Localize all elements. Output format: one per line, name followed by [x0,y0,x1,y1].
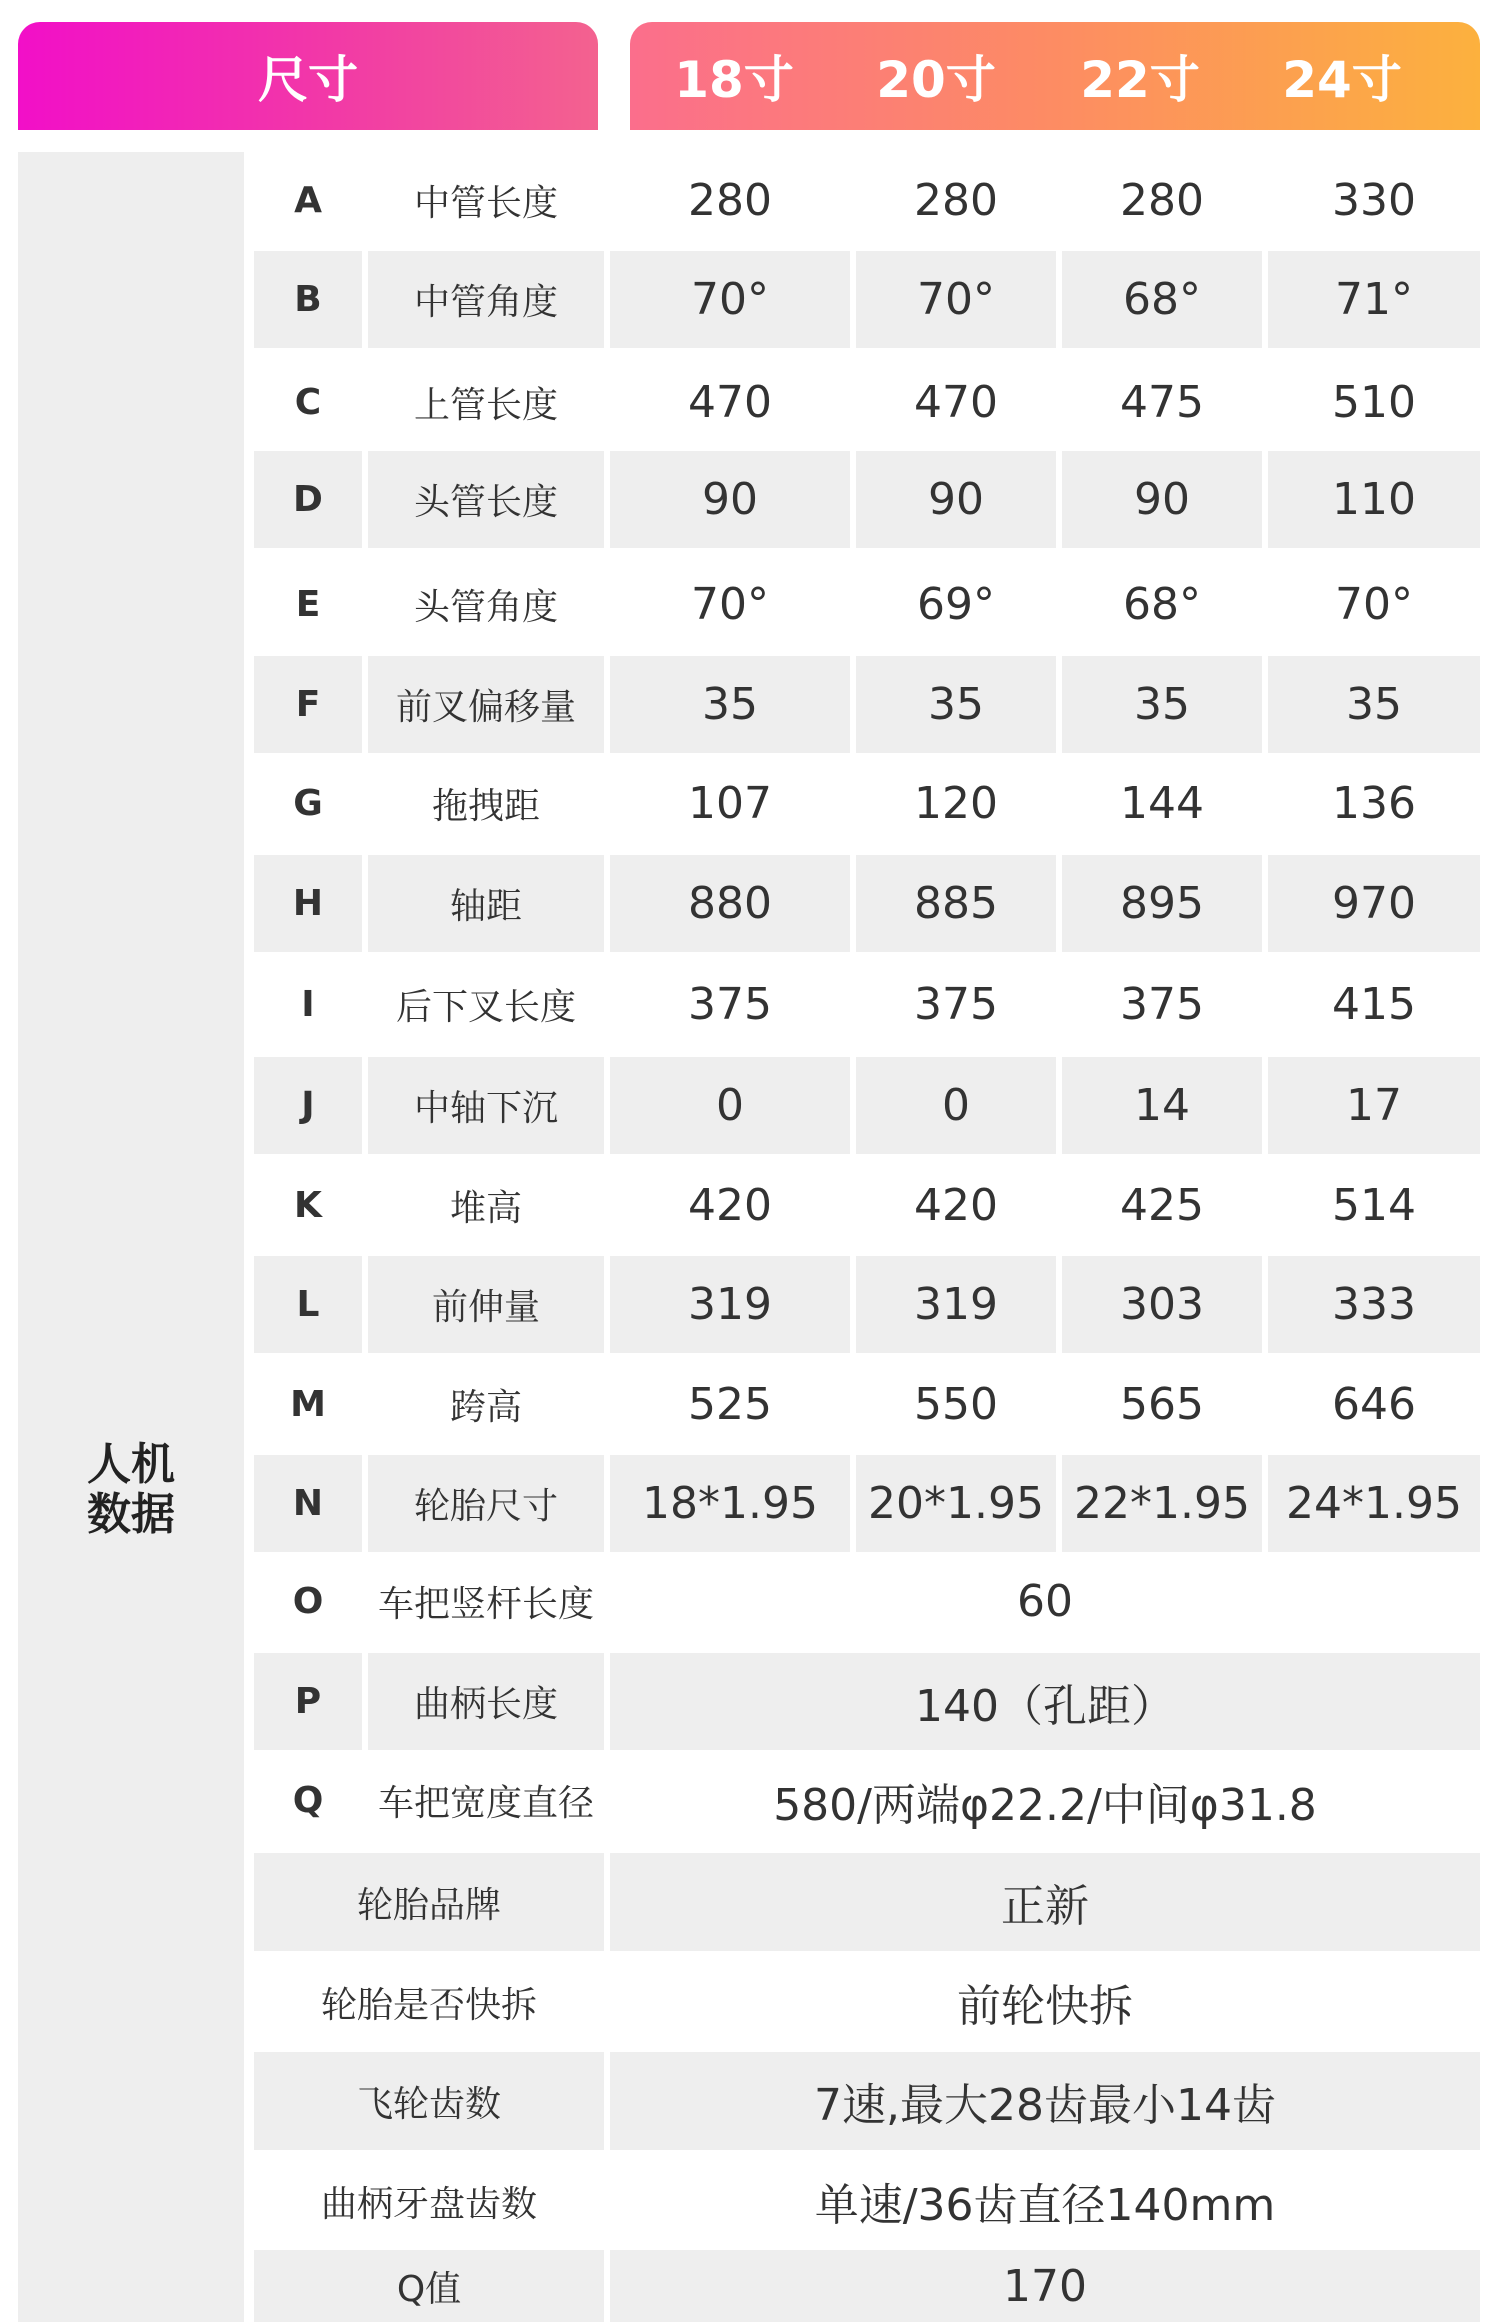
row-name: 前伸量 [368,1256,604,1353]
row-value: 120 [856,755,1056,852]
size-column-22: 22寸 [1080,51,1200,109]
row-value: 470 [610,354,850,451]
size-header [18,22,598,130]
row-value: 550 [856,1356,1056,1453]
row-value: 90 [1062,451,1262,548]
group-label [18,1440,244,1540]
row-letter: N [254,1455,362,1552]
row-value: 475 [1062,354,1262,451]
row-letter: O [254,1553,362,1650]
row-name: 中管长度 [368,152,604,249]
row-value: 90 [856,451,1056,548]
row-letter: H [254,855,362,952]
row-name: 拖拽距 [368,755,604,852]
group-label-line: 人机 [87,1439,175,1490]
row-value: 70° [610,251,850,348]
row-value: 280 [856,152,1056,249]
row-name: 堆高 [368,1157,604,1254]
row-value: 70° [610,556,850,653]
row-span-value: 580/两端φ22.2/中间φ31.8 [610,1752,1480,1849]
row-letter: Q [254,1752,362,1849]
row-name: 后下叉长度 [368,956,604,1053]
row-value: 14 [1062,1057,1262,1154]
row-value: 280 [1062,152,1262,249]
row-name: 前叉偏移量 [368,656,604,753]
row-value: 425 [1062,1157,1262,1254]
row-name: 上管长度 [368,354,604,451]
row-value: 420 [610,1157,850,1254]
row-value: 885 [856,855,1056,952]
row-value: 144 [1062,755,1262,852]
row-letter: K [254,1157,362,1254]
row-value: 525 [610,1356,850,1453]
row-value: 70° [856,251,1056,348]
row-letter: L [254,1256,362,1353]
group-label-text [18,1440,244,1540]
row-name: 轮胎尺寸 [368,1455,604,1552]
row-value: 319 [856,1256,1056,1353]
row-value: 565 [1062,1356,1262,1453]
row-letter: P [254,1653,362,1750]
row-letter: E [254,556,362,653]
row-value: 22*1.95 [1062,1455,1262,1552]
spec-name: Q值 [254,2250,604,2322]
row-letter: A [254,152,362,249]
row-value: 880 [610,855,850,952]
row-value: 35 [1268,656,1480,753]
row-value: 24*1.95 [1268,1455,1480,1552]
row-value: 375 [856,956,1056,1053]
row-span-value: 60 [610,1553,1480,1650]
size-column-20: 20寸 [876,51,996,109]
row-value: 303 [1062,1256,1262,1353]
row-value: 420 [856,1157,1056,1254]
row-value: 330 [1268,152,1480,249]
row-value: 375 [1062,956,1262,1053]
row-name: 跨高 [368,1356,604,1453]
row-value: 0 [610,1057,850,1154]
row-letter: F [254,656,362,753]
row-name: 头管角度 [368,556,604,653]
spec-value: 正新 [610,1853,1480,1951]
group-label-line: 数据 [87,1489,175,1540]
row-name: 车把竖杆长度 [368,1553,604,1650]
row-name: 曲柄长度 [368,1653,604,1750]
row-name: 轴距 [368,855,604,952]
row-value: 35 [856,656,1056,753]
spec-value: 单速/36齿直径140mm [610,2152,1480,2250]
row-value: 18*1.95 [610,1455,850,1552]
row-value: 71° [1268,251,1480,348]
row-letter: M [254,1356,362,1453]
row-name: 头管长度 [368,451,604,548]
row-value: 68° [1062,556,1262,653]
row-letter: D [254,451,362,548]
row-value: 90 [610,451,850,548]
row-value: 514 [1268,1157,1480,1254]
row-value: 470 [856,354,1056,451]
row-value: 375 [610,956,850,1053]
spec-value: 7速,最大28齿最小14齿 [610,2052,1480,2150]
row-letter: J [254,1057,362,1154]
row-value: 17 [1268,1057,1480,1154]
row-name: 车把宽度直径 [368,1752,604,1849]
row-value: 35 [1062,656,1262,753]
spec-name: 轮胎是否快拆 [254,1953,604,2051]
spec-name: 轮胎品牌 [254,1853,604,1951]
spec-name: 曲柄牙盘齿数 [254,2152,604,2250]
row-span-value: 140（孔距） [610,1653,1480,1750]
row-value: 110 [1268,451,1480,548]
row-letter: C [254,354,362,451]
row-value: 107 [610,755,850,852]
row-name: 中轴下沉 [368,1057,604,1154]
row-letter: I [254,956,362,1053]
group-column [18,152,244,2322]
row-name: 中管角度 [368,251,604,348]
row-value: 415 [1268,956,1480,1053]
spec-value: 170 [610,2250,1480,2322]
size-column-18: 18寸 [674,51,794,109]
row-value: 68° [1062,251,1262,348]
row-value: 510 [1268,354,1480,451]
spec-name: 飞轮齿数 [254,2052,604,2150]
row-value: 0 [856,1057,1056,1154]
row-letter: B [254,251,362,348]
spec-value: 前轮快拆 [610,1953,1480,2051]
row-value: 35 [610,656,850,753]
row-letter: G [254,755,362,852]
row-value: 333 [1268,1256,1480,1353]
row-value: 646 [1268,1356,1480,1453]
row-value: 70° [1268,556,1480,653]
row-value: 970 [1268,855,1480,952]
row-value: 20*1.95 [856,1455,1056,1552]
row-value: 69° [856,556,1056,653]
row-value: 280 [610,152,850,249]
row-value: 895 [1062,855,1262,952]
sizes-header [630,22,1480,130]
row-value: 319 [610,1256,850,1353]
size-column-24: 24寸 [1282,51,1402,109]
size-header-label: 尺寸 [258,51,358,109]
row-value: 136 [1268,755,1480,852]
